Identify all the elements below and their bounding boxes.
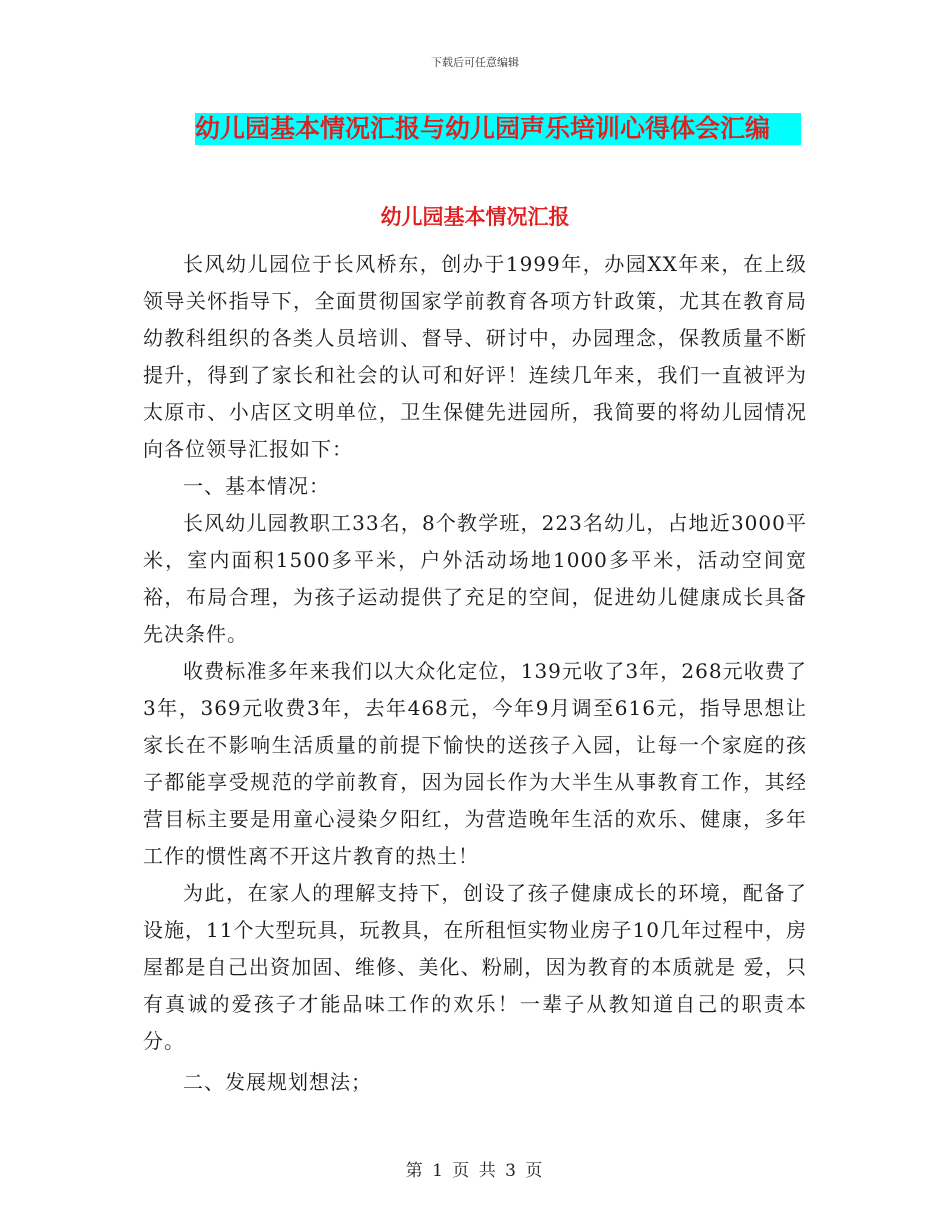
paragraph-fees: 收费标准多年来我们以大众化定位，139元收了3年，268元收费了3年，369元收费3年，去年468元，今年9月调至616元，指导思想让家长在不影响生活质量的前提下愉快的送孩子入园，让每一个家庭的孩子都能享受规范的学前教育，因为园长作为大半生从事教育工作，其经营目标主要是用童心浸染夕阳红，为营造晚年生活的欢乐、健康，多年工作的惯性离不开这片教育的热土！ — [143, 659, 807, 868]
paragraph-intro: 长风幼儿园位于长风桥东，创办于1999年，办园XX年来，在上级领导关怀指导下，全面贯彻国家学前教育各项方针政策，尤其在教育局幼教科组织的各类人员培训、督导、研讨中，办园理念，保教质量不断提升，得到了家长和社会的认可和好评！连续几年来，我们一直被评为太原市、小店区文明单位，卫生保健先进园所，我简要的将幼儿园情况向各位领导汇报如下： — [143, 252, 807, 461]
heading-development-plan: 二、发展规划想法； — [183, 1070, 372, 1094]
body-text — [143, 246, 807, 1101]
paragraph-facilities: 为此，在家人的理解支持下，创设了孩子健康成长的环境，配备了设施，11个大型玩具，玩教具，在所租恒实物业房子10几年过程中，房屋都是自己出资加固、维修、美化、粉刷，因为教育的本质就是 爱，只有真诚的爱孩子才能品味工作的欢乐！一辈子从教知道自己的职责本分。 — [143, 881, 807, 1053]
heading-basic-situation: 一、基本情况： — [183, 474, 330, 498]
paragraph-basic-info: 长风幼儿园教职工33名，8个教学班，223名幼儿，占地近3000平米，室内面积1500多平米，户外活动场地1000多平米，活动空间宽裕，布局合理，为孩子运动提供了充足的空间，促进幼儿健康成长具备先决条件。 — [143, 511, 807, 646]
header-note: 下载后可任意编辑 — [431, 56, 519, 69]
section-title: 幼儿园基本情况汇报 — [380, 205, 570, 229]
page-indicator: 第 1 页 共 3 页 — [405, 1161, 545, 1181]
main-title-highlight — [195, 113, 801, 145]
main-title: 幼儿园基本情况汇报与幼儿园声乐培训心得体会汇编 — [195, 114, 771, 143]
